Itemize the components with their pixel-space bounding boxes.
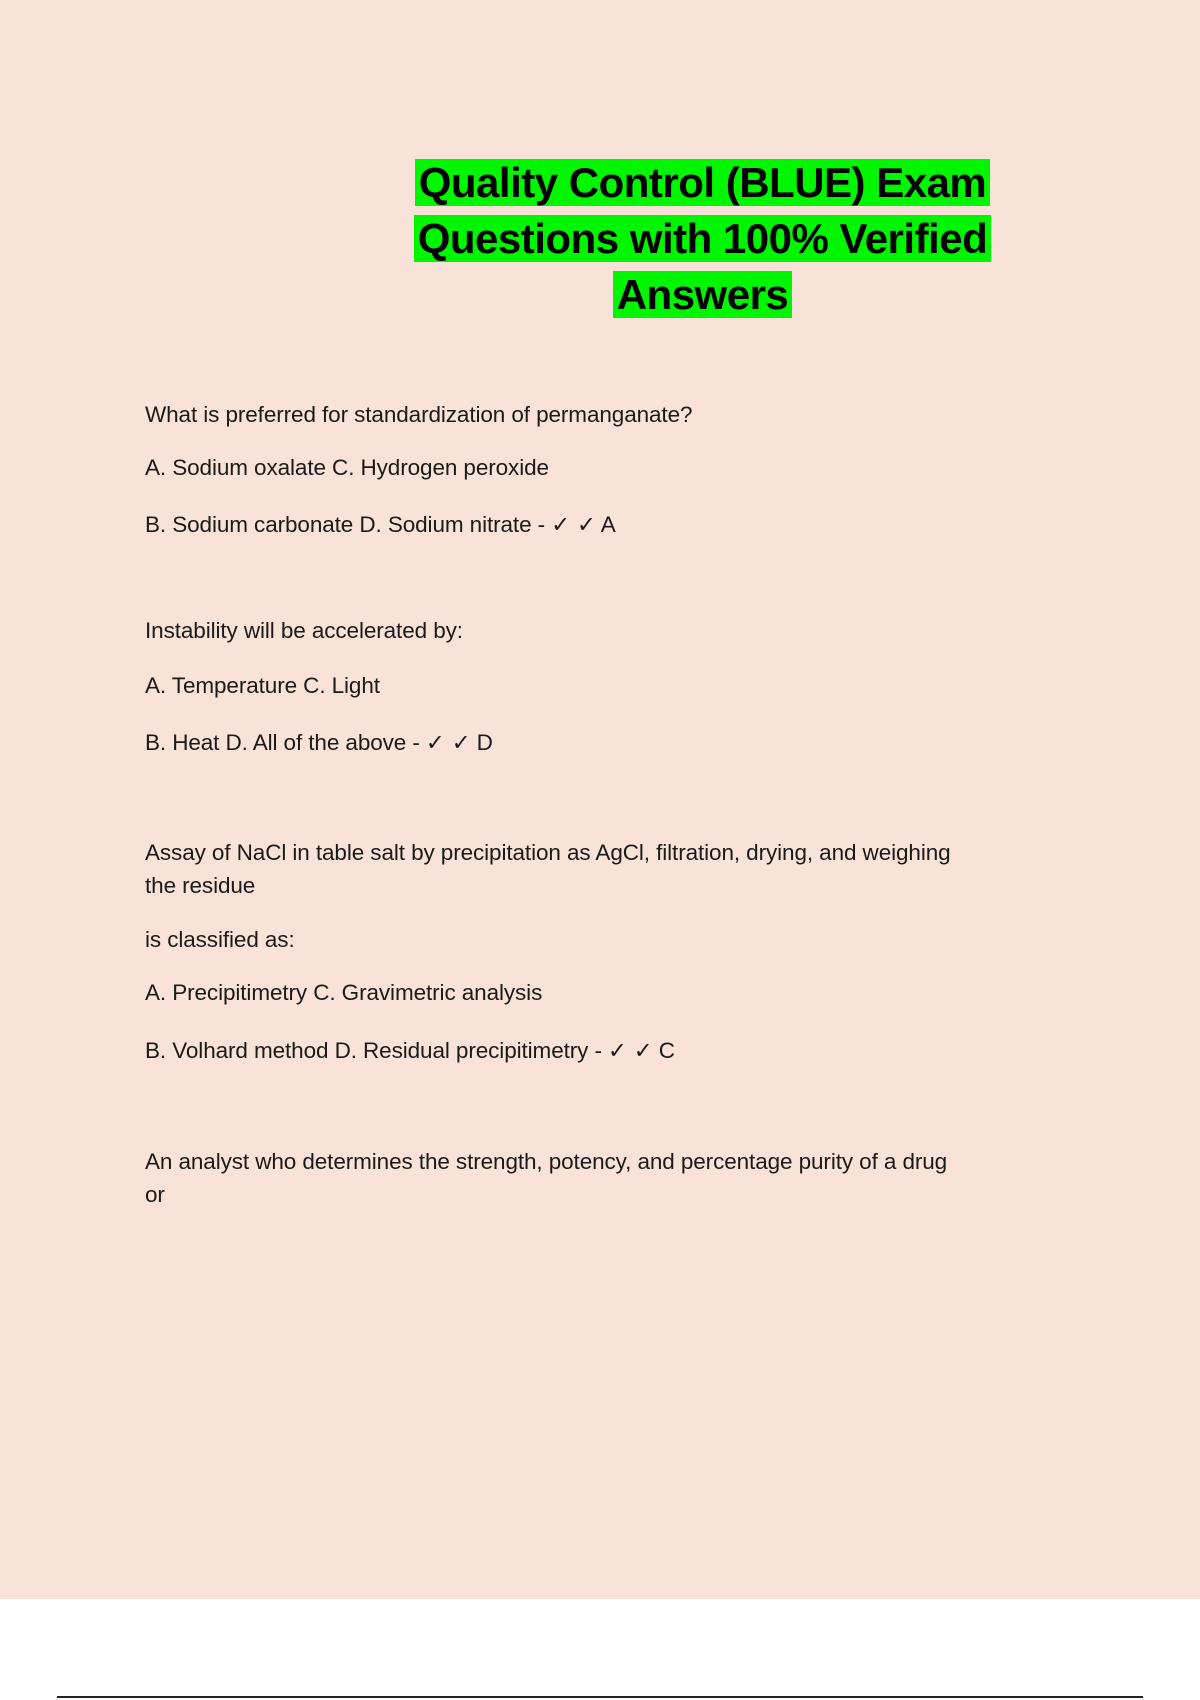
question-2-prompt: Instability will be accelerated by:	[145, 618, 463, 643]
options-text: B. Volhard method D. Residual precipitimetry -	[145, 1038, 608, 1063]
options-text: B. Sodium carbonate D. Sodium nitrate -	[145, 512, 552, 537]
question-1-options-b-d	[145, 511, 616, 539]
answer: A	[600, 512, 616, 537]
question-3-prompt-line-3: is classified as:	[145, 927, 295, 952]
options-text: B. Heat D. All of the above -	[145, 730, 426, 755]
answer: C	[658, 1038, 675, 1063]
question-2-options-b-d	[145, 729, 493, 757]
title-line-1: Quality Control (BLUE) Exam	[415, 159, 991, 206]
question-1-options-a-c: A. Sodium oxalate C. Hydrogen peroxide	[145, 455, 549, 480]
answer: D	[476, 730, 493, 755]
title-line-3: Answers	[613, 271, 793, 318]
check-icon: ✓ ✓	[608, 1038, 653, 1064]
question-2-options-a-c: A. Temperature C. Light	[145, 673, 380, 698]
question-4-prompt-line-2: or	[145, 1182, 165, 1207]
question-4-prompt-line-1: An analyst who determines the strength, potency, and percentage purity of a drug	[145, 1149, 948, 1174]
footer-divider	[57, 1696, 1143, 1698]
question-1-prompt: What is preferred for standardization of permanganate?	[145, 402, 693, 427]
question-3-options-b-d	[145, 1037, 675, 1065]
question-3-prompt-line-1: Assay of NaCl in table salt by precipitation as AgCl, filtration, drying, and weighing	[145, 840, 951, 865]
document-title	[0, 155, 1200, 323]
question-3-prompt-line-2: the residue	[145, 873, 256, 898]
check-icon: ✓ ✓	[551, 512, 596, 538]
question-3-options-a-c: A. Precipitimetry C. Gravimetric analysis	[145, 980, 543, 1005]
check-icon: ✓ ✓	[425, 730, 471, 756]
title-line-2: Questions with 100% Verified	[414, 215, 992, 262]
